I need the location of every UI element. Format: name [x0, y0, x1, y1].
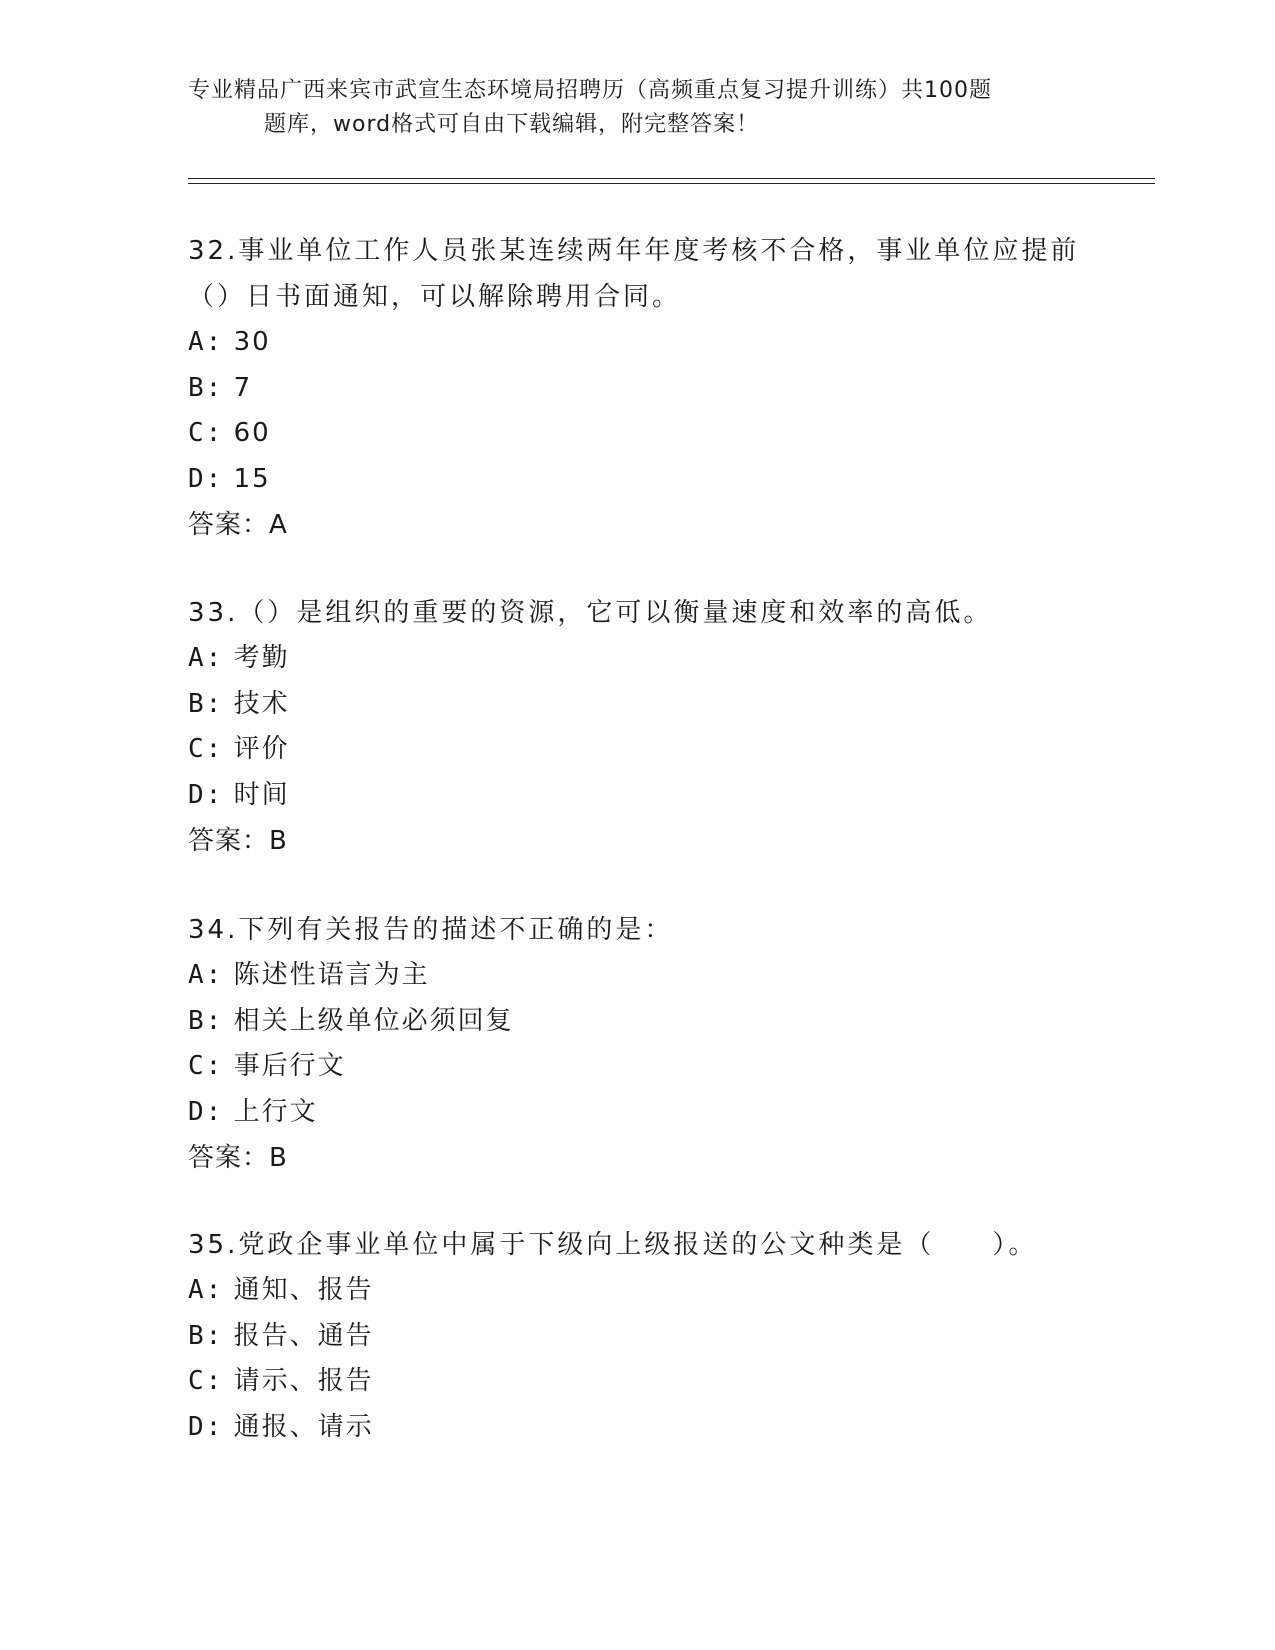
answer: 答案：A: [188, 510, 288, 540]
question-text: 34.下列有关报告的描述不正确的是：: [188, 915, 674, 945]
option-a: [188, 953, 1088, 999]
option-c: [188, 727, 1088, 773]
option-letter: D:: [188, 1096, 224, 1127]
option-letter: C:: [188, 418, 224, 448]
option-letter: C:: [188, 1366, 224, 1396]
option-text: 上行文: [233, 1096, 318, 1127]
option-text: 报告、通告: [233, 1320, 374, 1351]
option-d: [188, 1090, 1088, 1136]
option-d: [188, 1405, 1088, 1451]
option-text: 通知、报告: [233, 1275, 374, 1305]
option-text: 相关上级单位必须回复: [233, 1005, 514, 1036]
question-35: [188, 1222, 1088, 1450]
question-34: [188, 907, 1088, 1181]
header-title-line-1: 专业精品广西来宾市武宣生态环境局招聘历（高频重点复习提升训练）共100题: [188, 78, 992, 103]
option-a: [188, 1268, 1088, 1314]
option-b: [188, 366, 1088, 412]
option-b: [188, 1314, 1088, 1360]
option-text: 30: [233, 327, 271, 357]
option-b: [188, 682, 1088, 728]
option-text: 事后行文: [233, 1051, 346, 1081]
question-33: [188, 590, 1088, 864]
option-letter: A:: [188, 1275, 224, 1305]
option-text: 60: [233, 418, 271, 448]
option-letter: A:: [188, 960, 224, 990]
option-a: [188, 320, 1088, 366]
option-text: 15: [233, 463, 271, 494]
option-letter: A:: [188, 643, 224, 673]
header-divider-top: [188, 178, 1155, 179]
header-title-line-2: 题库，word格式可自由下载编辑，附完整答案！: [264, 112, 760, 137]
option-letter: C:: [188, 734, 224, 764]
question-text: 32.事业单位工作人员张某连续两年年度考核不合格，事业单位应提前（）日书面通知，可以解除聘用合同。: [188, 236, 1080, 312]
document-header: [188, 74, 1088, 142]
option-letter: B:: [188, 1320, 224, 1351]
option-text: 陈述性语言为主: [233, 960, 430, 990]
option-letter: C:: [188, 1051, 224, 1081]
option-letter: B:: [188, 1005, 224, 1036]
option-letter: B:: [188, 372, 224, 403]
option-text: 7: [233, 372, 253, 403]
answer: 答案：B: [188, 1143, 288, 1173]
option-text: 通报、请示: [233, 1411, 374, 1442]
option-d: [188, 457, 1088, 503]
option-a: [188, 636, 1088, 682]
option-letter: D:: [188, 463, 224, 494]
header-divider-bottom: [188, 183, 1155, 184]
question-text: 33.（）是组织的重要的资源，它可以衡量速度和效率的高低。: [188, 598, 993, 628]
question-32: [188, 228, 1088, 548]
option-text: 考勤: [233, 643, 290, 673]
option-letter: B:: [188, 688, 224, 719]
option-letter: D:: [188, 779, 224, 810]
option-c: [188, 1044, 1088, 1090]
option-d: [188, 773, 1088, 819]
option-letter: A:: [188, 327, 224, 357]
option-text: 时间: [233, 779, 290, 810]
option-text: 技术: [233, 688, 290, 719]
option-text: 评价: [233, 734, 290, 764]
question-text: 35.党政企事业单位中属于下级向上级报送的公文种类是（ ）。: [188, 1230, 1038, 1260]
option-b: [188, 999, 1088, 1045]
option-c: [188, 1359, 1088, 1405]
option-c: [188, 411, 1088, 457]
option-text: 请示、报告: [233, 1366, 374, 1396]
answer: 答案：B: [188, 826, 288, 856]
option-letter: D:: [188, 1411, 224, 1442]
